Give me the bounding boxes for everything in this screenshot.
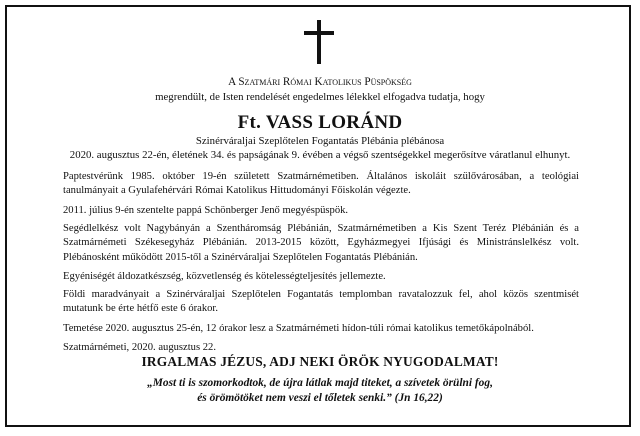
deceased-title: Szinérváraljai Szeplőtelen Fogantatás Plébánia plébánosa (195, 135, 445, 147)
paragraph-funeral: Temetése 2020. augusztus 25-én, 12 órakor lesz a Szatmárnémeti hídon-túli római katolikus temetőkápolnából. (63, 323, 534, 334)
death-notice: 2020. augusztus 22-én, életének 34. és papságának 9. évében a végső szentségekkel megerősítve váratlanul elhunyt. (69, 149, 571, 161)
bible-quote-line1: „Most ti is szomorkodtok, de újra látlak majd titeket, a szívetek örülni fog, (147, 377, 493, 389)
prayer-heading: IRGALMAS JÉZUS, ADJ NEKI ÖRÖK NYUGODALMAT! (141, 354, 499, 369)
paragraph-ordination: 2011. július 9-én szentelte pappá Schönberger Jenő megyéspüspök. (63, 205, 349, 216)
paragraph-biography: Paptestvérünk 1985. október 19-én született Szatmárnémetiben. Általános iskoláit szülővárosában, a teológiai tanulmányait a Gyulafehérvári Római Katolikus Hittudományi Főiskolán végezte. (63, 171, 579, 197)
cross-icon (304, 20, 334, 64)
place-date: Szatmárnémeti, 2020. augusztus 22. (63, 342, 216, 353)
paragraph-ministry: Segédlelkész volt Nagybányán a Szentháromság Plébánián, Szatmárnémetiben a Kis Szent Teréz Plébánián és a Szatmárnémeti Székesegyház Plébánián. 2013-2015 között, Egyházmegyei Ifjúsági és Ministránslelkész volt. Plébánosként működött 2015-től a Szinérváraljai Szeplőtelen Fogantatás Plébánián. (63, 223, 579, 263)
paragraph-character: Egyéniségét áldozatkészség, közvetlenség és kötelességteljesítés jellemezte. (63, 271, 386, 282)
institution-name: A Szatmári Római Katolikus Püspökség (228, 76, 412, 88)
bible-quote-line2: és örömötöket nem veszi el tőletek senki.” (Jn 16,22) (197, 392, 443, 404)
paragraph-wake-mass: Földi maradványait a Szinérváraljai Szeplőtelen Fogantatás templomban ravatalozzuk fel, ahol közös szentmisét mutatunk be érte hétfő este 6 órakor. (63, 289, 579, 315)
announcement: megrendült, de Isten rendelését engedelmes lélekkel elfogadva tudatja, hogy (155, 91, 485, 103)
deceased-name: Ft. VASS LORÁND (237, 112, 403, 133)
